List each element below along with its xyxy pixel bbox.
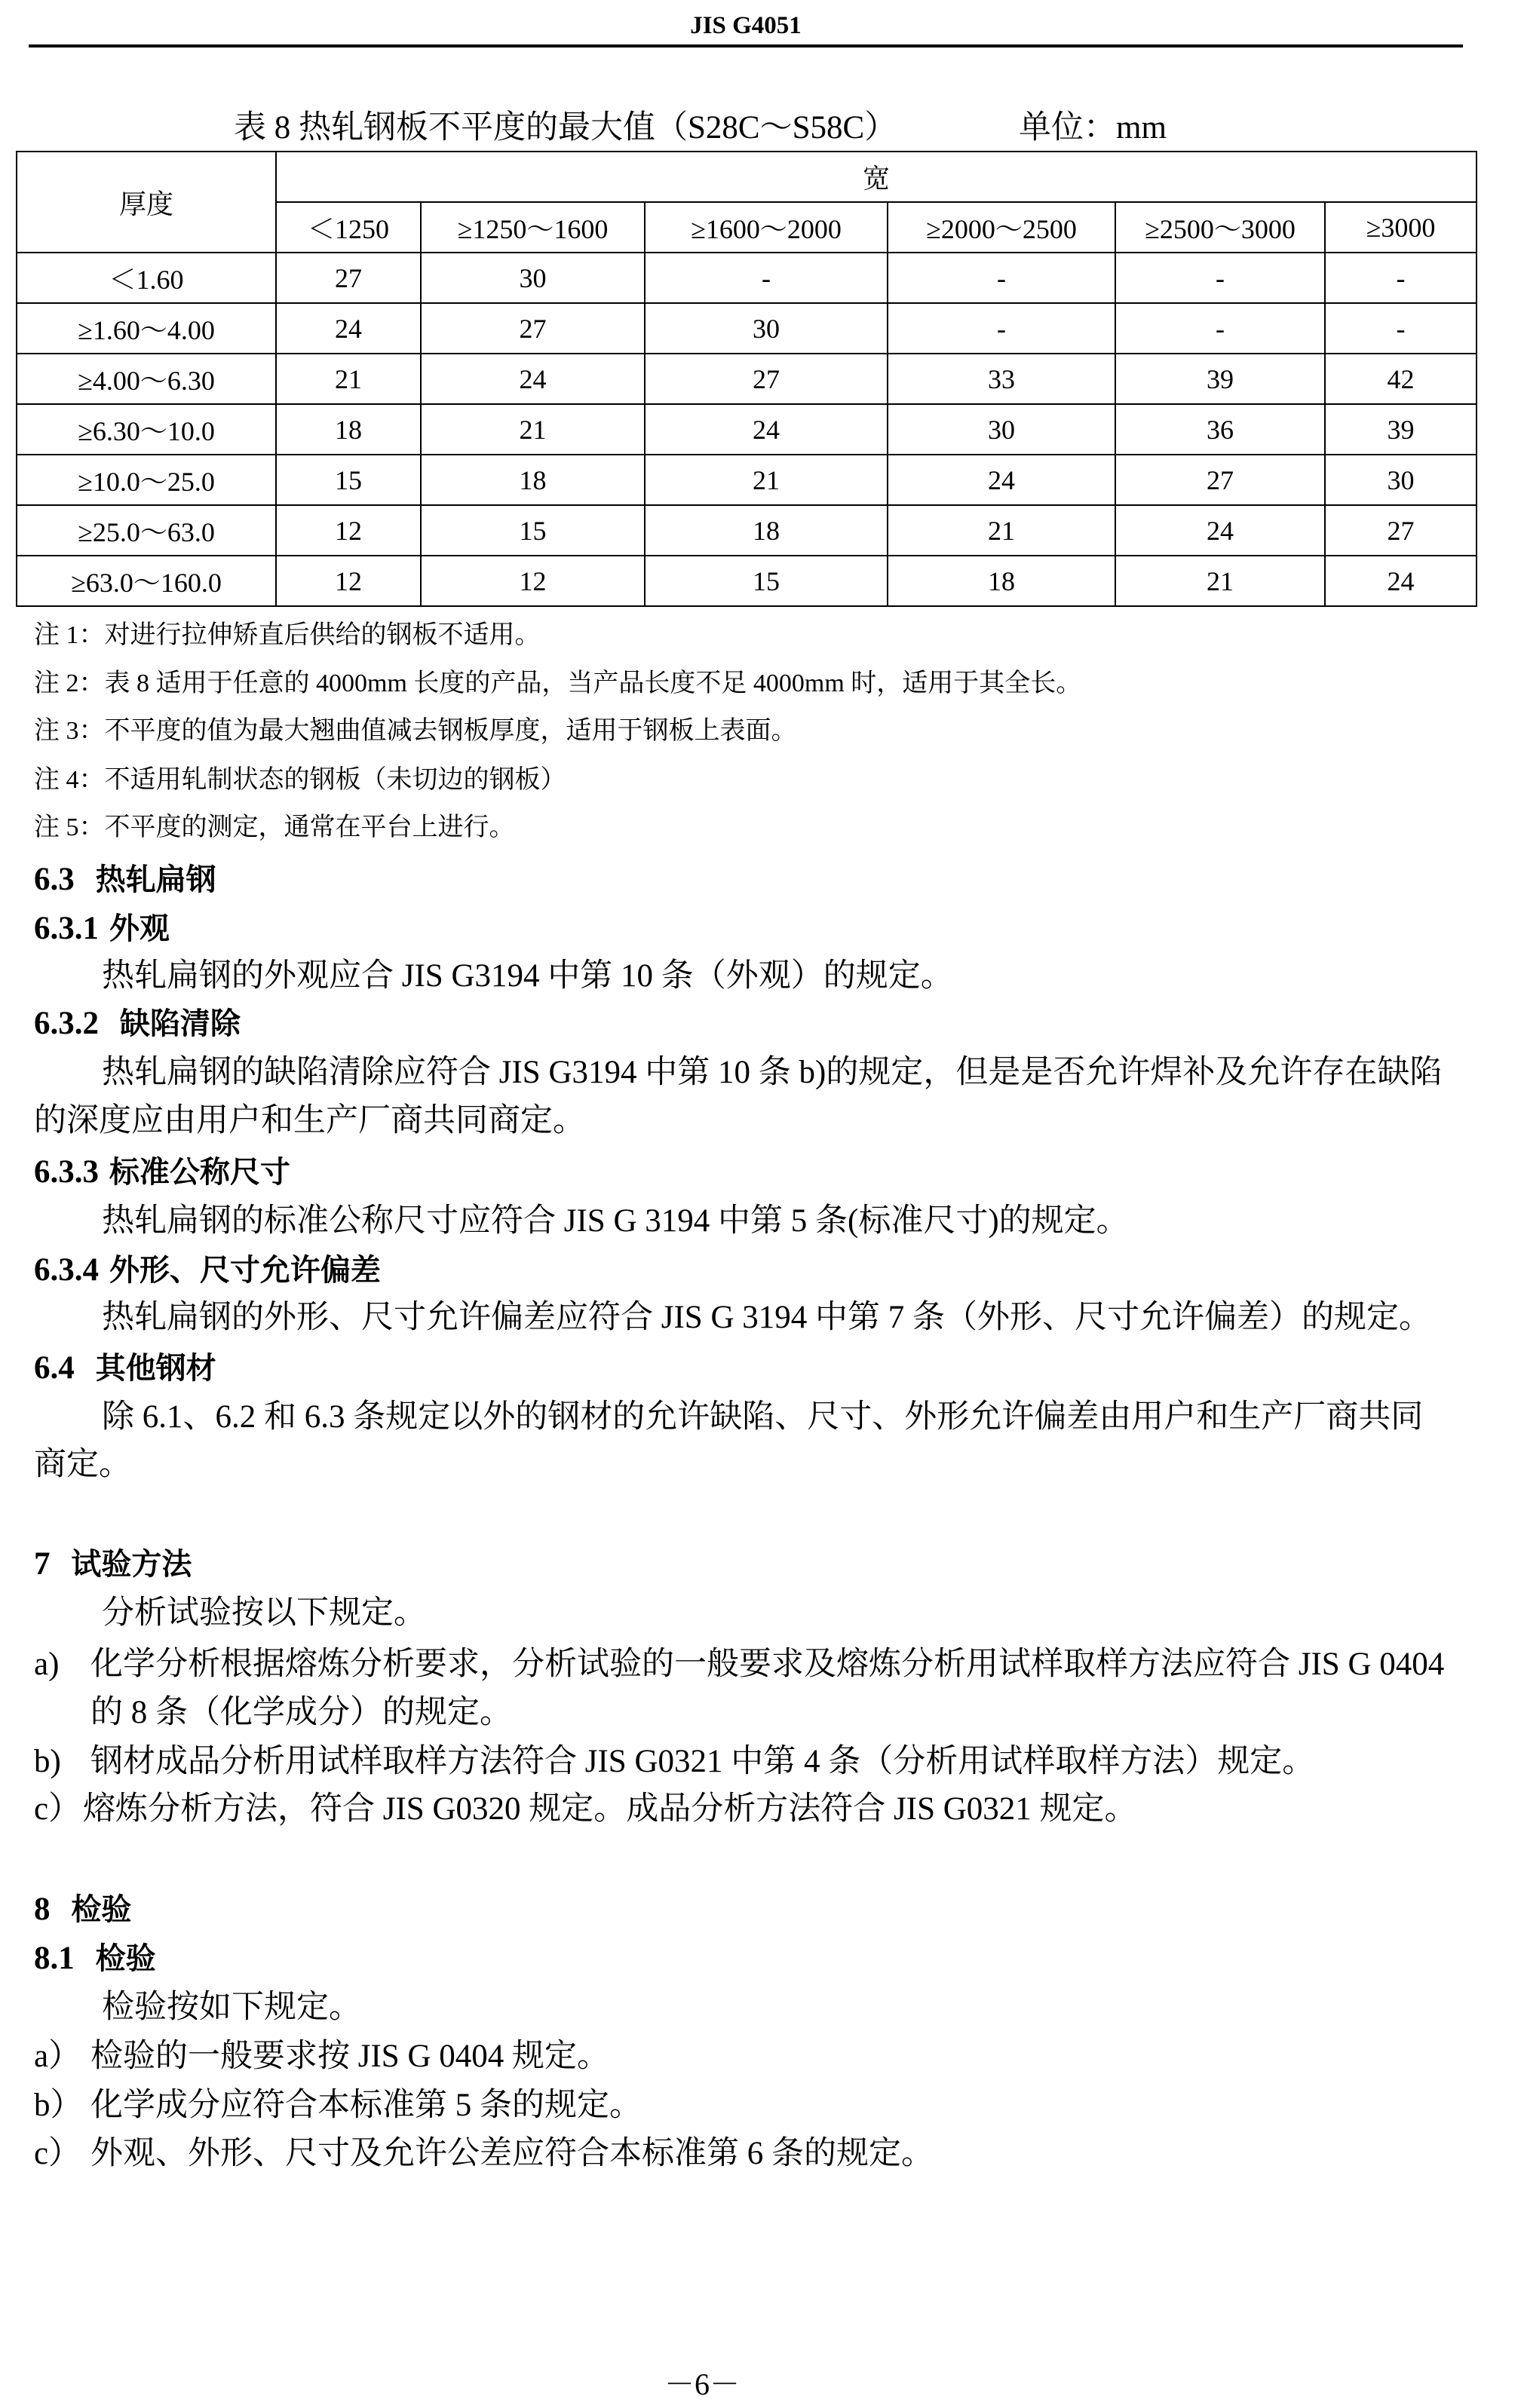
thickness-header: 厚度 <box>17 152 276 253</box>
table-row <box>17 303 1477 354</box>
page-number: －6－ <box>664 2367 740 2401</box>
value-cell: 12 <box>276 556 421 606</box>
paragraph-6-4-line1: 除 6.1、6.2 和 6.3 条规定以外的钢材的允许缺陷、尺寸、外形允许偏差由用户和生产厂商共同 <box>102 1399 1424 1435</box>
paragraph-6-4-line2: 商定。 <box>34 1447 131 1482</box>
paragraph-6-3-4: 热轧扁钢的外形、尺寸允许偏差应符合 JIS G 3194 中第 7 条（外形、尺寸允许偏差）的规定。 <box>102 1300 1432 1335</box>
list-label-7-b: b) <box>34 1744 61 1779</box>
section-heading-6-3-2: 6.3.2 缺陷清除 <box>34 1006 241 1041</box>
value-cell: 39 <box>1115 354 1325 404</box>
value-cell: 21 <box>421 404 645 455</box>
thickness-cell: ≥63.0～160.0 <box>17 556 276 606</box>
value-cell: 27 <box>1115 455 1325 505</box>
value-cell: 33 <box>888 354 1115 404</box>
value-cell: 18 <box>888 556 1115 606</box>
list-label-7-a: a) <box>34 1647 60 1682</box>
table-note-4: 注 4：不适用轧制状态的钢板（未切边的钢板） <box>34 766 566 794</box>
value-cell: 42 <box>1325 354 1477 404</box>
value-cell: 12 <box>421 556 645 606</box>
value-cell: 30 <box>1325 455 1477 505</box>
paragraph-6-3-2-line2: 的深度应由用户和生产厂商共同商定。 <box>34 1103 585 1138</box>
value-cell: 18 <box>276 404 421 455</box>
value-cell: 15 <box>421 505 645 556</box>
value-cell: 30 <box>421 253 645 303</box>
value-cell: 36 <box>1115 404 1325 455</box>
thickness-cell: ＜1.60 <box>17 253 276 303</box>
column-header: ≥2500～3000 <box>1115 202 1325 253</box>
column-header: ≥2000～2500 <box>888 202 1115 253</box>
value-cell: 21 <box>276 354 421 404</box>
flatness-table <box>16 151 1477 607</box>
section-heading-8: 8 检验 <box>34 1892 132 1927</box>
column-header: ≥3000 <box>1325 202 1477 253</box>
paragraph-6-3-2-line1: 热轧扁钢的缺陷清除应符合 JIS G3194 中第 10 条 b)的规定，但是是否允许焊补及允许存在缺陷 <box>102 1055 1443 1090</box>
table-row <box>17 556 1477 606</box>
table-note-2: 注 2：表 8 适用于任意的 4000mm 长度的产品，当产品长度不足 4000mm 时，适用于其全长。 <box>34 669 1082 697</box>
list-item-7-a-line2: 的 8 条（化学成分）的规定。 <box>90 1695 512 1730</box>
list-label-7-c: c） <box>34 1791 81 1827</box>
value-cell: 21 <box>645 455 888 505</box>
table-row <box>17 404 1477 455</box>
value-cell: 24 <box>888 455 1115 505</box>
width-group-header: 宽 <box>276 152 1477 202</box>
value-cell: 15 <box>645 556 888 606</box>
paragraph-6-3-1: 热轧扁钢的外观应合 JIS G3194 中第 10 条（外观）的规定。 <box>102 958 953 994</box>
value-cell: - <box>1325 303 1477 354</box>
column-header: ≥1250～1600 <box>421 202 645 253</box>
value-cell: 18 <box>645 505 888 556</box>
thickness-cell: ≥10.0～25.0 <box>17 455 276 505</box>
value-cell: 24 <box>276 303 421 354</box>
table-note-5: 注 5：不平度的测定，通常在平台上进行。 <box>34 813 515 841</box>
section-heading-6-3-3: 6.3.3 标准公称尺寸 <box>34 1154 290 1190</box>
list-label-8-c: c） <box>34 2136 81 2171</box>
list-item-8-c: 外观、外形、尺寸及允许公差应符合本标准第 6 条的规定。 <box>90 2136 934 2171</box>
value-cell: 27 <box>645 354 888 404</box>
value-cell: 21 <box>1115 556 1325 606</box>
value-cell: - <box>888 253 1115 303</box>
list-item-7-a-line1: 化学分析根据熔炼分析要求，分析试验的一般要求及熔炼分析用试样取样方法应符合 JIS G 0404 <box>90 1647 1445 1682</box>
value-cell: 39 <box>1325 404 1477 455</box>
section-heading-6-3: 6.3 热轧扁钢 <box>34 862 216 897</box>
section-heading-6-3-1: 6.3.1 外观 <box>34 911 170 946</box>
value-cell: - <box>1115 303 1325 354</box>
value-cell: 30 <box>645 303 888 354</box>
list-item-7-c: 熔炼分析方法，符合 JIS G0320 规定。成品分析方法符合 JIS G0321 规定。 <box>83 1791 1137 1827</box>
value-cell: 21 <box>888 505 1115 556</box>
value-cell: 27 <box>421 303 645 354</box>
list-label-8-a: a） <box>34 2039 81 2074</box>
document-code-header: JIS G4051 <box>690 12 802 39</box>
paragraph-7-intro: 分析试验按以下规定。 <box>102 1595 426 1631</box>
section-heading-7: 7 试验方法 <box>34 1546 192 1582</box>
value-cell: 24 <box>421 354 645 404</box>
value-cell: 27 <box>1325 505 1477 556</box>
thickness-cell: ≥6.30～10.0 <box>17 404 276 455</box>
section-heading-8-1: 8.1 检验 <box>34 1941 156 1976</box>
value-cell: 24 <box>1115 505 1325 556</box>
value-cell: 12 <box>276 505 421 556</box>
value-cell: - <box>645 253 888 303</box>
list-label-8-b: b） <box>34 2088 83 2123</box>
value-cell: 24 <box>1325 556 1477 606</box>
value-cell: 18 <box>421 455 645 505</box>
paragraph-6-3-3: 热轧扁钢的标准公称尺寸应符合 JIS G 3194 中第 5 条(标准尺寸)的规定。 <box>102 1203 1129 1239</box>
table-row <box>17 354 1477 404</box>
header-rule <box>29 44 1463 47</box>
value-cell: 30 <box>888 404 1115 455</box>
thickness-cell: ≥1.60～4.00 <box>17 303 276 354</box>
section-heading-6-3-4: 6.3.4 外形、尺寸允许偏差 <box>34 1252 381 1288</box>
table-row <box>17 253 1477 303</box>
section-heading-6-4: 6.4 其他钢材 <box>34 1350 216 1386</box>
table-unit: 单位：mm <box>1019 110 1167 146</box>
value-cell: - <box>1325 253 1477 303</box>
list-item-8-a: 检验的一般要求按 JIS G 0404 规定。 <box>90 2039 610 2074</box>
list-item-7-b: 钢材成品分析用试样取样方法符合 JIS G0321 中第 4 条（分析用试样取样方法）规定。 <box>90 1744 1315 1779</box>
value-cell: - <box>1115 253 1325 303</box>
value-cell: - <box>888 303 1115 354</box>
paragraph-8-1-intro: 检验按如下规定。 <box>102 1990 361 2025</box>
table-header-row-group <box>17 152 1477 202</box>
column-header: ≥1600～2000 <box>645 202 888 253</box>
thickness-cell: ≥25.0～63.0 <box>17 505 276 556</box>
value-cell: 27 <box>276 253 421 303</box>
column-header: ＜1250 <box>276 202 421 253</box>
table-note-3: 注 3：不平度的值为最大翘曲值减去钢板厚度，适用于钢板上表面。 <box>34 717 797 745</box>
table-row <box>17 455 1477 505</box>
value-cell: 24 <box>645 404 888 455</box>
list-item-8-b: 化学成分应符合本标准第 5 条的规定。 <box>90 2088 642 2123</box>
table-row <box>17 505 1477 556</box>
table-note-1: 注 1：对进行拉伸矫直后供给的钢板不适用。 <box>34 621 541 649</box>
table-caption: 表 8 热轧钢板不平度的最大值（S28C～S58C） <box>234 110 897 146</box>
thickness-cell: ≥4.00～6.30 <box>17 354 276 404</box>
value-cell: 15 <box>276 455 421 505</box>
